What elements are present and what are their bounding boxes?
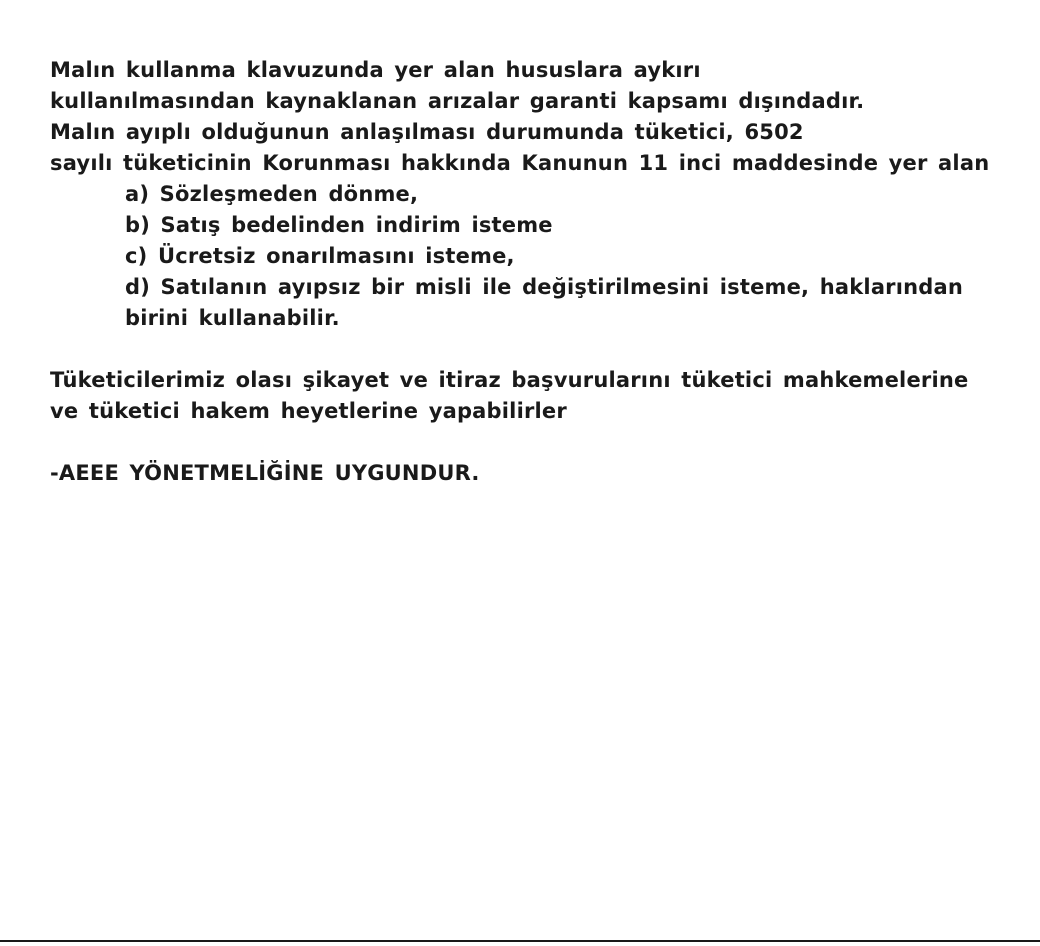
compliance-statement: -AEEE YÖNETMELİĞİNE UYGUNDUR. — [50, 461, 480, 485]
consumer-rights-list — [50, 179, 1010, 334]
list-item: d) Satılanın ayıpsız bir misli ile değiştirilmesini isteme, haklarından — [125, 275, 964, 299]
text-line: Tüketicilerimiz olası şikayet ve itiraz başvurularını tüketici mahkemelerine — [50, 368, 969, 392]
list-item: b) Satış bedelinden indirim isteme — [125, 213, 553, 237]
complaint-paragraph — [50, 365, 1010, 427]
list-item: c) Ücretsiz onarılmasını isteme, — [125, 244, 515, 268]
warranty-paragraph — [50, 55, 1010, 179]
paragraph-spacer — [50, 427, 1010, 458]
list-item: birini kullanabilir. — [125, 306, 340, 330]
bottom-divider — [0, 940, 1040, 942]
list-item: a) Sözleşmeden dönme, — [125, 182, 419, 206]
text-line: Malın kullanma klavuzunda yer alan hususlara aykırı — [50, 58, 701, 82]
warranty-document — [50, 55, 1010, 489]
text-line: Malın ayıplı olduğunun anlaşılması durumunda tüketici, 6502 — [50, 120, 804, 144]
text-line: sayılı tüketicinin Korunması hakkında Kanunun 11 inci maddesinde yer alan — [50, 151, 990, 175]
paragraph-spacer — [50, 334, 1010, 365]
text-line: kullanılmasından kaynaklanan arızalar garanti kapsamı dışındadır. — [50, 89, 865, 113]
text-line: ve tüketici hakem heyetlerine yapabilirler — [50, 399, 567, 423]
